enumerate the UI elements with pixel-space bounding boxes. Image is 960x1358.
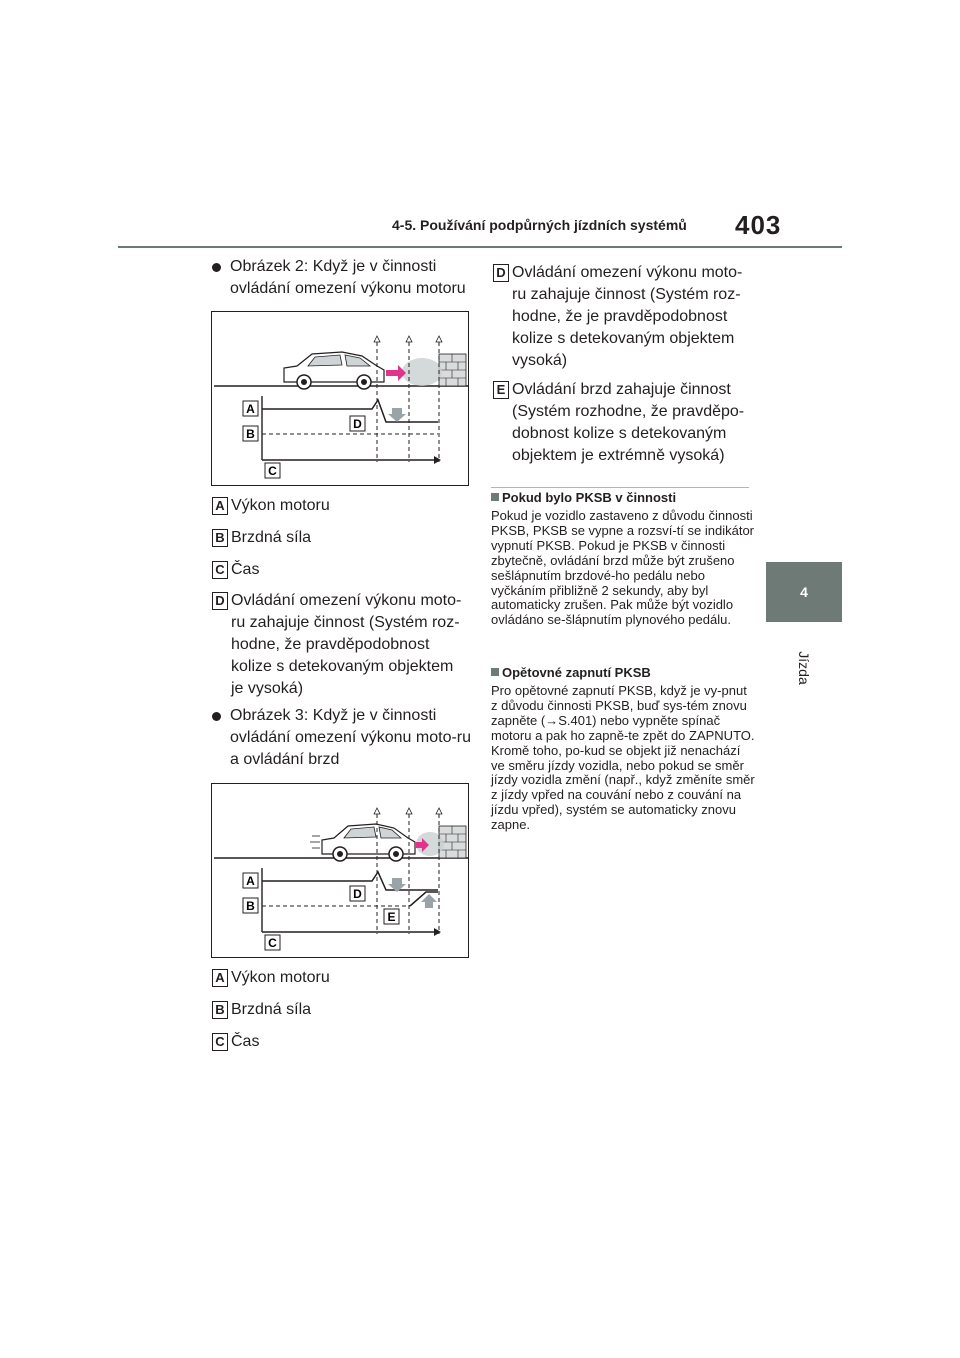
subsection-rule: [491, 487, 749, 488]
legend-item-a: A Výkon motoru: [212, 495, 472, 517]
subsection-body-pksb-active: Pokud je vozidlo zastaveno z důvodu činnosti PKSB, PKSB se vypne a rozsví-tí se indikátor vypnutí PKSB. Pokud je PKSB v činnosti zbytečně, ovládání brzd může být zrušeno sešlápnutím brzdové-ho pedálu nebo vyčkáním přibližně 2 sekundy, aby byl automaticky zrušen. Pak může být vozidlo ovládáno se-šlápnutím plynového pedálu.: [491, 508, 755, 628]
bullet-dot-icon: [212, 712, 221, 721]
car-icon: [284, 352, 384, 389]
square-bullet-icon: [491, 668, 499, 676]
legend-right-item-d: D Ovládání omezení výkonu moto-ru zahajuje činnost (Systém roz-hodne, že je pravděpodobnost kolize s detekovaným objektem vysoká): [493, 262, 751, 372]
reduction-marker-icon: [388, 408, 406, 422]
brick-wall-icon: [439, 354, 466, 386]
chapter-tab[interactable]: [766, 562, 842, 622]
legend-item-c: C Čas: [212, 559, 472, 581]
motion-arrow-icon: [386, 365, 406, 381]
label-e: E: [387, 910, 396, 924]
legend-item-b: B Brzdná síla: [212, 527, 472, 549]
chapter-number: 4: [800, 584, 808, 600]
label-d: D: [353, 887, 362, 901]
label-d: D: [353, 417, 362, 431]
subsection-body-pksb-restart: Pro opětovné zapnutí PKSB, když je vy-pnut z důvodu činnosti PKSB, buď sys-tém znovu zapněte (→S.401) nebo vypněte spínač motoru a pak ho zapně-te zpět do ZAPNUTO. Kromě toho, po-kud se objekt již nenachází ve směru jízdy vozidla, nebo pokud se směr jízdy vozidla změní (např., když změníte směr z jízdy vpřed na couvání nebo z couvání na jízdu vpřed), systém se automaticky znovu zapne.: [491, 683, 755, 833]
brake-marker-icon: [421, 894, 437, 908]
car-icon: [310, 824, 415, 861]
header-rule: [118, 246, 842, 248]
label-c: C: [268, 464, 277, 478]
label-c: C: [268, 936, 277, 950]
label-a: A: [246, 874, 255, 888]
legend2-item-c: C Čas: [212, 1031, 472, 1053]
label-b: B: [246, 899, 255, 913]
chapter-label: Jízda: [796, 651, 812, 685]
label-b: B: [246, 427, 255, 441]
bullet-figure-3: Obrázek 3: Když je v činnosti ovládání omezení výkonu moto-ru a ovládání brzd: [212, 705, 474, 771]
legend2-item-a: A Výkon motoru: [212, 967, 472, 989]
subsection-heading-pksb-active: Pokud bylo PKSB v činnosti: [491, 490, 753, 505]
square-bullet-icon: [491, 493, 499, 501]
subsection-heading-pksb-restart: Opětovné zapnutí PKSB: [491, 665, 753, 680]
label-a: A: [246, 402, 255, 416]
bullet-dot-icon: [212, 263, 221, 272]
legend-item-d: D Ovládání omezení výkonu moto-ru zahajuje činnost (Systém roz-hodne, že pravděpodobnost kolize s detekovaným objektem je vysoká): [212, 590, 470, 700]
legend-right-item-e: E Ovládání brzd zahajuje činnost (Systém rozhodne, že pravděpo-dobnost kolize s detekovaným objektem je extrémně vysoká): [493, 379, 751, 467]
legend2-item-b: B Brzdná síla: [212, 999, 472, 1021]
figure-3-diagram: [211, 783, 469, 958]
bullet-figure-2: Obrázek 2: Když je v činnosti ovládání omezení výkonu motoru: [212, 256, 474, 300]
figure-2-diagram: [211, 311, 469, 486]
page-number: 403: [735, 210, 782, 240]
section-title: 4-5. Používání podpůrných jízdních systémů: [392, 217, 687, 233]
